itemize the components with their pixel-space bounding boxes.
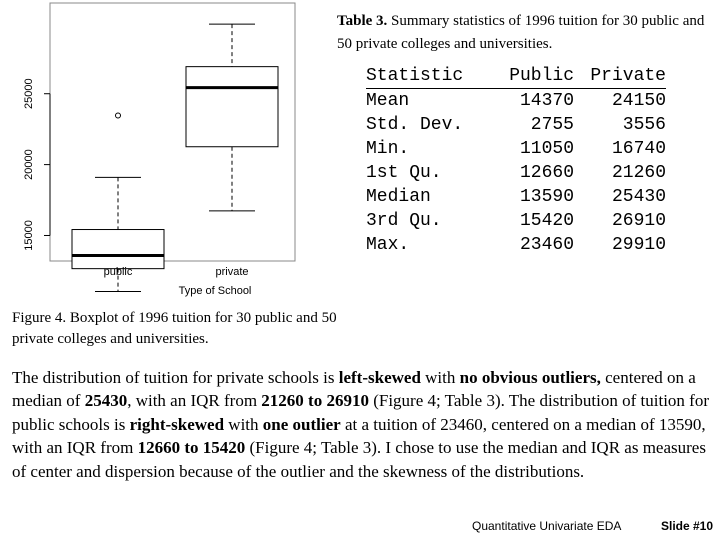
- table-row: [366, 89, 666, 114]
- cell-statistic: Std. Dev.: [366, 115, 464, 135]
- cell-statistic: 3rd Qu.: [366, 211, 442, 231]
- x-axis-label: Type of School: [178, 285, 252, 297]
- table-row: [366, 113, 666, 137]
- cell-private: 21260: [611, 163, 666, 183]
- emphasis-text: no obvious outliers,: [459, 368, 601, 387]
- table-row: [366, 209, 666, 233]
- y-tick-label: 25000: [23, 78, 35, 110]
- table-caption: [337, 10, 707, 56]
- slide-number: Slide #10: [661, 519, 714, 533]
- emphasis-text: 12660 to 15420: [137, 438, 246, 458]
- summary-text: centered on a median of: [12, 368, 696, 411]
- x-axis: [104, 266, 249, 278]
- emphasis-text: 25430: [84, 391, 128, 411]
- table-caption-text: Summary statistics of 1996 tuition for 30 public and 50 private colleges and universities.: [337, 13, 705, 52]
- summary-text: (Figure 4; Table 3). I chose to use the median and IQR as measures of center and dispersion because of the outlier and the skewness of the distributions.: [12, 438, 706, 481]
- box-public: [72, 113, 164, 291]
- emphasis-text: 21260 to 26910: [261, 391, 369, 411]
- summary-text: , with an IQR from: [127, 391, 262, 411]
- y-tick-label: 15000: [23, 220, 35, 251]
- table-body: [366, 89, 666, 258]
- cell-private: 16740: [611, 139, 666, 159]
- cell-public: 23460: [519, 235, 574, 255]
- boxes-group: [72, 24, 278, 291]
- table-row: [366, 233, 666, 257]
- figure-caption-text: Boxplot of 1996 tuition for 30 public and 50 private colleges and universities.: [12, 310, 337, 347]
- emphasis-text: left-skewed: [338, 368, 421, 387]
- figure-caption: [12, 308, 372, 350]
- summary-text: at a tuition of 23460, centered on a median of 13590, with an IQR from: [12, 414, 706, 458]
- table-header-row: [366, 64, 666, 89]
- header-public: Public: [498, 64, 574, 89]
- cell-public: 11050: [519, 139, 574, 159]
- cell-public: 13590: [519, 187, 574, 207]
- table-row: [366, 137, 666, 161]
- x-tick-label: private: [215, 266, 249, 278]
- x-tick-label: public: [103, 266, 133, 278]
- y-axis: [23, 78, 50, 250]
- header-private: Private: [574, 64, 666, 89]
- summary-text: with: [420, 368, 460, 387]
- cell-statistic: Min.: [366, 139, 410, 159]
- iqr-box: [72, 230, 164, 269]
- summary-text: with: [224, 414, 263, 434]
- cell-private: 26910: [611, 211, 666, 231]
- table-caption-label: Table 3.: [337, 13, 388, 29]
- cell-public: 2755: [530, 115, 574, 135]
- summary-statistics-table: [366, 64, 666, 257]
- figure-caption-label: Figure 4.: [12, 310, 67, 326]
- outlier-point: [116, 113, 121, 118]
- cell-statistic: Max.: [366, 235, 410, 255]
- cell-statistic: Median: [366, 187, 431, 207]
- boxplot-chart: [0, 0, 320, 300]
- y-tick-label: 20000: [23, 149, 35, 180]
- cell-public: 14370: [519, 91, 574, 111]
- summary-paragraph: [12, 366, 712, 483]
- cell-private: 25430: [611, 187, 666, 207]
- table-row: [366, 161, 666, 185]
- header-statistic: Statistic: [366, 64, 498, 89]
- cell-private: 24150: [611, 91, 666, 111]
- cell-public: 15420: [519, 211, 574, 231]
- cell-statistic: 1st Qu.: [366, 163, 442, 183]
- cell-private: 3556: [622, 115, 666, 135]
- cell-statistic: Mean: [366, 91, 410, 111]
- emphasis-text: one outlier: [262, 414, 341, 434]
- table-row: [366, 185, 666, 209]
- emphasis-text: right-skewed: [129, 414, 225, 434]
- cell-public: 12660: [519, 163, 574, 183]
- summary-text: The distribution of tuition for private schools is: [12, 368, 339, 387]
- cell-private: 29910: [611, 235, 666, 255]
- summary-text: (Figure 4; Table 3). The distribution of tuition for public schools is: [12, 391, 709, 434]
- iqr-box: [186, 67, 278, 147]
- box-private: [186, 24, 278, 211]
- footer-title: Quantitative Univariate EDA: [472, 519, 622, 533]
